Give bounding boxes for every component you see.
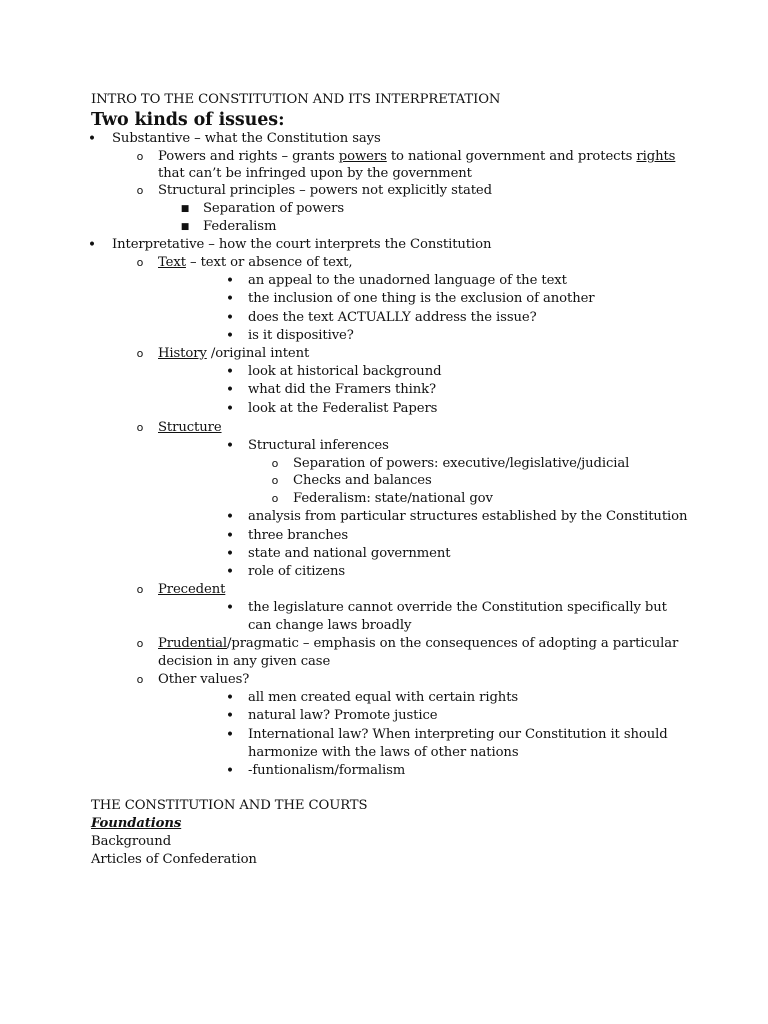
history-sub-item: look at historical background xyxy=(248,364,442,379)
text-sub-item: the inclusion of one thing is the exclusion of another xyxy=(248,291,595,306)
structure-item: role of citizens xyxy=(248,564,346,579)
bullet-disc-icon: • xyxy=(225,364,235,380)
structure-item: state and national government xyxy=(248,546,451,561)
text-sub-item: is it dispositive? xyxy=(248,328,354,343)
bullet-disc-icon: • xyxy=(225,528,235,544)
text-sub-item: does the text ACTUALLY address the issue? xyxy=(248,310,537,325)
other-sub-item: -funtionalism/formalism xyxy=(248,763,406,778)
text-underlined: Text xyxy=(158,255,186,270)
bullet-circle-icon: o xyxy=(136,184,144,197)
bullet-circle-icon: o xyxy=(136,150,144,163)
other-sub-item: International law? When interpreting our Constitution it should xyxy=(248,727,668,742)
bullet-disc-icon: • xyxy=(225,690,235,706)
structure-sub-item: Checks and balances xyxy=(293,473,432,488)
precedent-sub-item-continuation: can change laws broadly xyxy=(248,618,412,633)
prudential-underlined: Prudential xyxy=(158,636,228,651)
structure-item: three branches xyxy=(248,528,349,543)
history-method-rest: /original intent xyxy=(206,346,310,361)
section-subtitle: Two kinds of issues: xyxy=(91,110,285,130)
bullet-disc-icon: • xyxy=(225,401,235,417)
bullet-circle-icon: o xyxy=(136,673,144,686)
bullet-circle-icon: o xyxy=(136,347,144,360)
other-sub-item: all men created equal with certain rights xyxy=(248,690,519,705)
bullet-disc-icon: • xyxy=(225,600,235,616)
federalism-item: Federalism xyxy=(203,219,277,234)
bullet-circle-icon: o xyxy=(136,583,144,596)
courts-heading: THE CONSTITUTION AND THE COURTS xyxy=(91,798,368,813)
bullet-disc-icon: • xyxy=(225,763,235,779)
powers-rights-pre: Powers and rights – grants xyxy=(158,149,339,164)
bullet-disc-icon: • xyxy=(225,564,235,580)
structural-inferences-item: Structural inferences xyxy=(248,438,389,453)
structure-method-item: Structure xyxy=(158,420,222,435)
bullet-disc-icon: • xyxy=(225,438,235,454)
bullet-disc-icon: • xyxy=(225,291,235,307)
bullet-disc-icon: • xyxy=(87,131,97,147)
powers-rights-continuation: that can’t be infringed upon by the government xyxy=(158,166,472,181)
bullet-disc-icon: • xyxy=(225,328,235,344)
foundations-heading: Foundations xyxy=(91,816,182,831)
bullet-circle-icon: o xyxy=(136,637,144,650)
bullet-disc-icon: • xyxy=(225,382,235,398)
text-sub-item: an appeal to the unadorned language of the text xyxy=(248,273,567,288)
bullet-circle-icon: o xyxy=(136,421,144,434)
bullet-square-icon: ■ xyxy=(180,204,190,214)
bullet-circle-icon: o xyxy=(271,474,279,487)
history-method-item xyxy=(158,345,309,363)
prudential-continuation: decision in any given case xyxy=(158,654,331,669)
background-line: Background xyxy=(91,834,172,849)
other-sub-item: natural law? Promote justice xyxy=(248,708,438,723)
history-underlined: History xyxy=(158,346,207,361)
history-sub-item: what did the Framers think? xyxy=(248,382,436,397)
text-method-item xyxy=(158,254,352,272)
bullet-square-icon: ■ xyxy=(180,222,190,232)
bullet-circle-icon: o xyxy=(136,256,144,269)
history-sub-item: look at the Federalist Papers xyxy=(248,401,438,416)
other-sub-item-continuation: harmonize with the laws of other nations xyxy=(248,745,519,760)
bullet-disc-icon: • xyxy=(225,546,235,562)
bullet-disc-icon: • xyxy=(225,273,235,289)
separation-of-powers-item: Separation of powers xyxy=(203,201,345,216)
prudential-method-rest: /pragmatic – emphasis on the consequences of adopting a particular xyxy=(227,636,679,651)
precedent-method-item: Precedent xyxy=(158,582,226,597)
structural-principles-item: Structural principles – powers not explicitly stated xyxy=(158,183,492,198)
interpretative-item: Interpretative – how the court interprets the Constitution xyxy=(112,237,492,252)
prudential-method-item xyxy=(158,635,678,653)
powers-underlined: powers xyxy=(338,149,387,164)
bullet-disc-icon: • xyxy=(225,708,235,724)
rights-underlined: rights xyxy=(636,149,676,164)
bullet-disc-icon: • xyxy=(225,310,235,326)
bullet-disc-icon: • xyxy=(225,509,235,525)
powers-rights-item xyxy=(158,148,675,166)
structure-sub-item: Separation of powers: executive/legislative/judicial xyxy=(293,456,630,471)
bullet-circle-icon: o xyxy=(271,492,279,505)
structure-item: analysis from particular structures established by the Constitution xyxy=(248,509,688,524)
bullet-circle-icon: o xyxy=(271,457,279,470)
bullet-disc-icon: • xyxy=(225,727,235,743)
precedent-sub-item: the legislature cannot override the Constitution specifically but xyxy=(248,600,667,615)
bullet-disc-icon: • xyxy=(87,237,97,253)
text-method-rest: – text or absence of text, xyxy=(185,255,353,270)
substantive-item: Substantive – what the Constitution says xyxy=(112,131,381,146)
structure-sub-item: Federalism: state/national gov xyxy=(293,491,493,506)
articles-line: Articles of Confederation xyxy=(91,852,257,867)
powers-rights-mid: to national government and protects xyxy=(386,149,637,164)
document-title: INTRO TO THE CONSTITUTION AND ITS INTERPRETATION xyxy=(91,92,501,107)
other-values-item: Other values? xyxy=(158,672,250,687)
